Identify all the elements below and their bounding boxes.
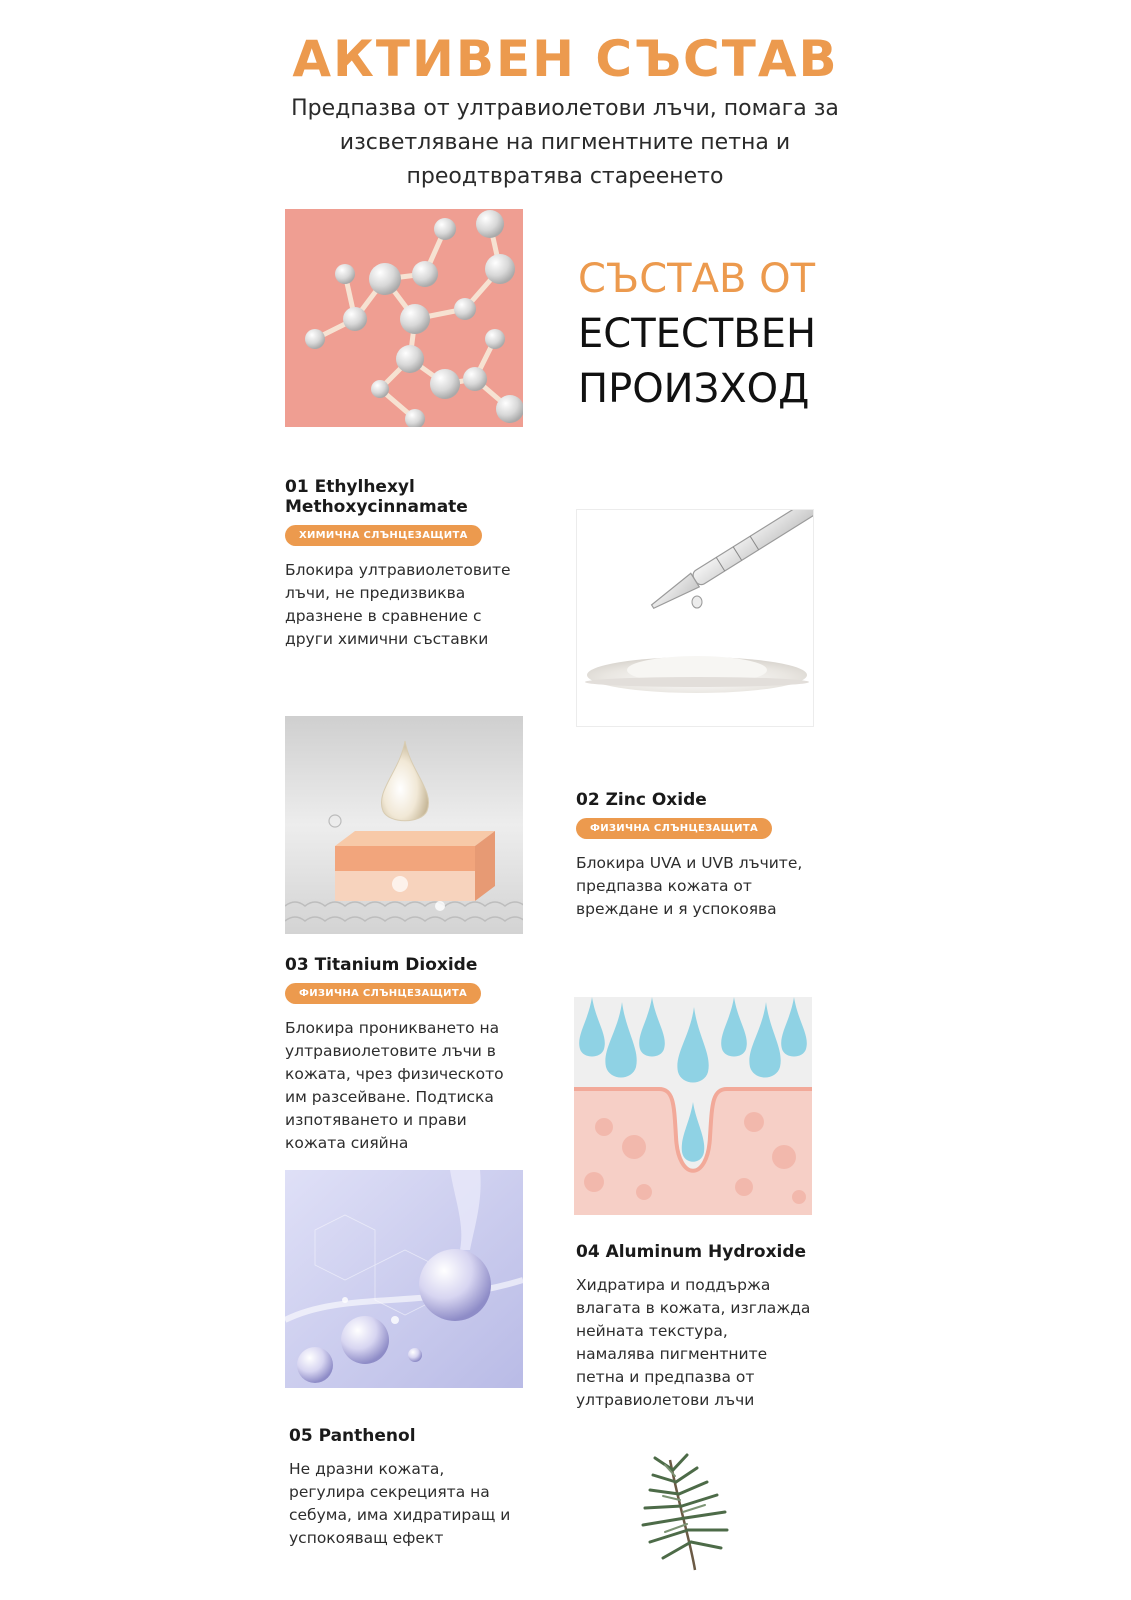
- description-line: други химични съставки: [285, 630, 489, 648]
- description-line: Блокира проникването на: [285, 1019, 500, 1037]
- water-drops-image: [574, 997, 812, 1215]
- description-line: дразнене в сравнение с: [285, 607, 482, 625]
- ingredient-name: 02 Zinc Oxide: [576, 790, 707, 810]
- subtitle-line: преодтвратява стареенето: [406, 164, 724, 189]
- ingredient-03: [285, 955, 545, 1155]
- molecule-image: [285, 209, 523, 427]
- description-line: Хидратира и поддържа: [576, 1276, 771, 1294]
- ingredient-badge: ФИЗИЧНА СЛЪНЦЕЗАЩИТА: [285, 983, 481, 1004]
- rosemary-sprig-image: [625, 1450, 745, 1575]
- ingredient-name: 04 Aluminum Hydroxide: [576, 1242, 807, 1262]
- description-line: ултравиолетовите лъчи в: [285, 1042, 496, 1060]
- description-line: успокояващ ефект: [289, 1529, 444, 1547]
- ingredient-description: [576, 852, 836, 921]
- page-title: АКТИВЕН СЪСТАВ: [292, 30, 839, 88]
- subtitle-line: изсветляване на пигментните петна и: [339, 130, 791, 155]
- ingredient-description: [289, 1458, 549, 1550]
- ingredient-name: 05 Panthenol: [289, 1426, 416, 1446]
- description-line: намалява пигментните: [576, 1345, 768, 1363]
- ingredient-05: [289, 1426, 549, 1550]
- description-line: себума, има хидратиращ и: [289, 1506, 511, 1524]
- ingredient-name: 03 Titanium Dioxide: [285, 955, 478, 975]
- description-line: ултравиолетови лъчи: [576, 1391, 755, 1409]
- skin-layer-image: [285, 716, 523, 934]
- description-line: Блокира ултравиолетовите: [285, 561, 511, 579]
- description-line: лъчи, не предизвиква: [285, 584, 466, 602]
- description-line: кожата, чрез физическото: [285, 1065, 504, 1083]
- description-line: Блокира UVA и UVB лъчите,: [576, 854, 803, 872]
- hero-heading-line: ЕСТЕСТВЕН: [578, 311, 817, 357]
- ingredient-badge: ХИМИЧНА СЛЪНЦЕЗАЩИТА: [285, 525, 482, 546]
- hero-heading: [578, 252, 816, 417]
- hero-heading-line: ПРОИЗХОД: [578, 366, 810, 412]
- ingredient-description: [285, 559, 545, 651]
- ingredient-badge: ФИЗИЧНА СЛЪНЦЕЗАЩИТА: [576, 818, 772, 839]
- description-line: им разсейване. Подтиска: [285, 1088, 494, 1106]
- ingredient-name: Methoxycinnamate: [285, 497, 468, 517]
- hero-heading-line: СЪСТАВ ОТ: [578, 256, 816, 302]
- ingredient-01: [285, 477, 545, 651]
- page-subtitle: [265, 92, 865, 194]
- description-line: петна и предпазва от: [576, 1368, 755, 1386]
- description-line: вреждане и я успокоява: [576, 900, 777, 918]
- ingredient-04: [576, 1242, 846, 1412]
- serum-bubbles-image: [285, 1170, 523, 1388]
- description-line: влагата в кожата, изглажда: [576, 1299, 811, 1317]
- subtitle-line: Предпазва от ултравиолетови лъчи, помага за: [291, 96, 839, 121]
- description-line: предпазва кожата от: [576, 877, 752, 895]
- description-line: нейната текстура,: [576, 1322, 728, 1340]
- dropper-powder-image: [576, 509, 814, 727]
- ingredient-description: [576, 1274, 846, 1412]
- ingredient-02: [576, 790, 836, 921]
- description-line: регулира секрецията на: [289, 1483, 490, 1501]
- description-line: Не дразни кожата,: [289, 1460, 445, 1478]
- description-line: изпотяването и прави: [285, 1111, 467, 1129]
- ingredient-description: [285, 1017, 545, 1155]
- description-line: кожата сияйна: [285, 1134, 409, 1152]
- ingredient-name: 01 Ethylhexyl: [285, 477, 415, 497]
